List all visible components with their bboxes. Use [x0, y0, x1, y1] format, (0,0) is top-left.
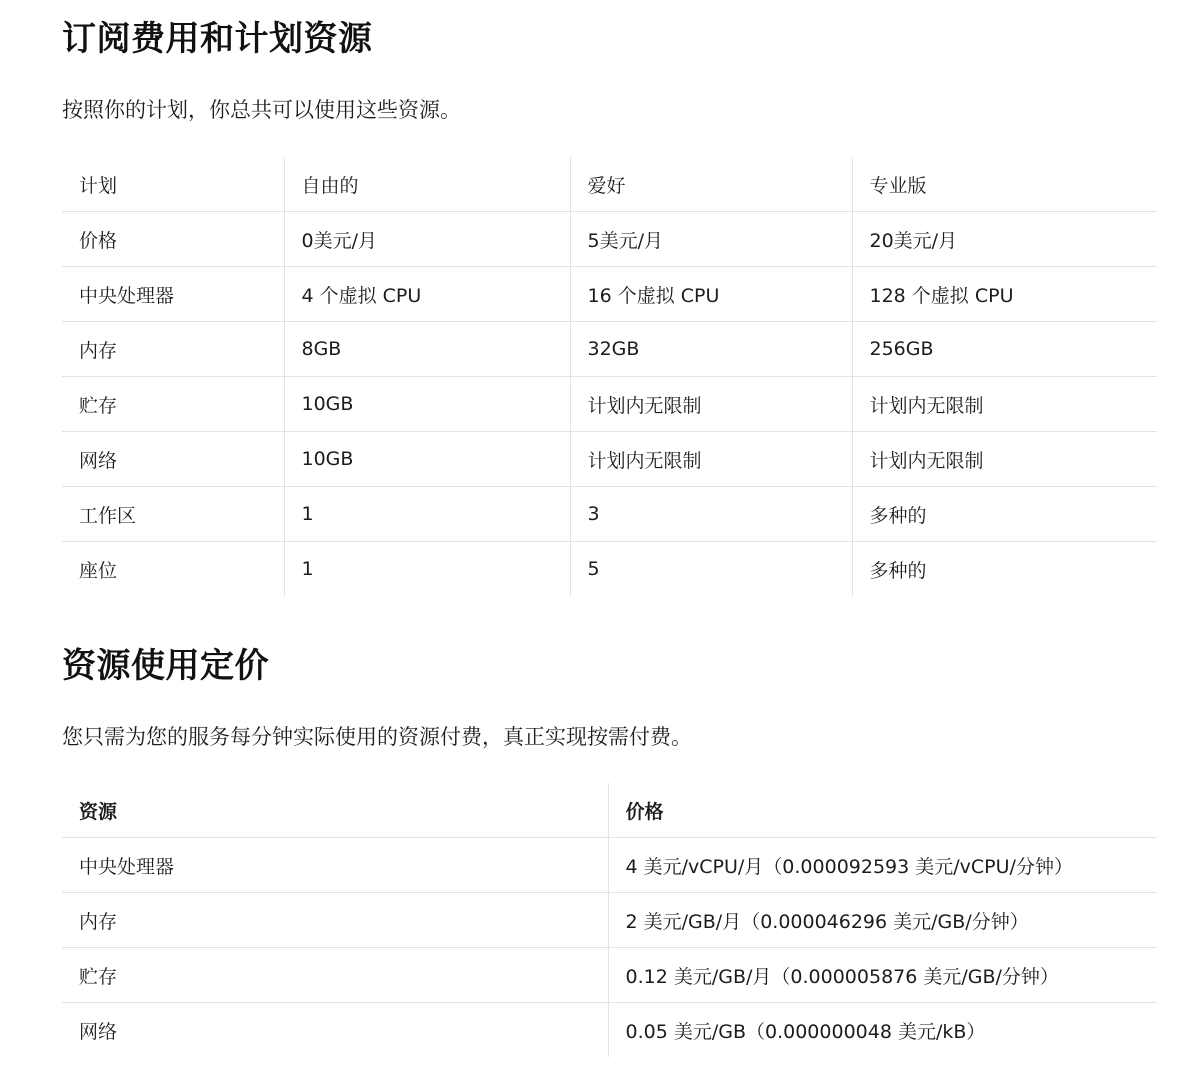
usage-pricing-table	[62, 783, 1157, 1057]
row-label: 网络	[79, 1020, 118, 1043]
table-row	[62, 838, 1157, 893]
row-label: 工作区	[62, 487, 284, 542]
table-cell: 0.12 美元/GB/月（0.000005876 美元/GB/分钟）	[608, 948, 1157, 1003]
table-cell: 5美元/月	[570, 212, 852, 267]
plan-header-cell: 爱好	[570, 157, 852, 212]
plan-header-cell: 计划	[62, 157, 284, 212]
usage-heading: 资源使用定价	[62, 646, 269, 686]
table-cell: 2 美元/GB/月（0.000046296 美元/GB/分钟）	[608, 893, 1157, 948]
table-row	[62, 377, 1157, 432]
table-cell: 多种的	[852, 487, 1157, 542]
table-cell: 0美元/月	[284, 212, 570, 267]
table-cell: 计划内无限制	[852, 432, 1157, 487]
table-cell: 4 美元/vCPU/月（0.000092593 美元/vCPU/分钟）	[608, 838, 1157, 893]
plan-table-header-row	[62, 157, 1157, 212]
table-cell: 4 个虚拟 CPU	[284, 267, 570, 322]
usage-header-cell: 资源	[62, 783, 608, 838]
table-cell: 计划内无限制	[570, 432, 852, 487]
table-cell: 16 个虚拟 CPU	[570, 267, 852, 322]
table-cell: 0.05 美元/GB（0.000000048 美元/kB）	[608, 1003, 1157, 1058]
table-cell: 1	[284, 487, 570, 542]
plan-header-cell: 专业版	[852, 157, 1157, 212]
table-cell: 256GB	[852, 322, 1157, 377]
table-row	[62, 948, 1157, 1003]
table-cell: 5	[570, 542, 852, 597]
row-label: 内存	[62, 893, 608, 948]
table-cell: 10GB	[284, 377, 570, 432]
table-row	[62, 487, 1157, 542]
usage-table-header-row	[62, 783, 1157, 838]
table-cell: 1	[284, 542, 570, 597]
row-label: 价格	[62, 212, 284, 267]
row-label: 贮存	[62, 377, 284, 432]
table-cell: 计划内无限制	[570, 377, 852, 432]
subscription-intro: 按照你的计划，你总共可以使用这些资源。	[62, 98, 461, 122]
table-cell: 32GB	[570, 322, 852, 377]
table-cell: 128 个虚拟 CPU	[852, 267, 1157, 322]
table-cell: 计划内无限制	[852, 377, 1157, 432]
table-row	[62, 212, 1157, 267]
table-row	[62, 1003, 1157, 1058]
table-cell: 8GB	[284, 322, 570, 377]
row-label: 中央处理器	[62, 267, 284, 322]
table-row	[62, 267, 1157, 322]
plan-table	[62, 157, 1157, 596]
row-label: 中央处理器	[62, 838, 608, 893]
table-row	[62, 542, 1157, 597]
table-cell: 多种的	[852, 542, 1157, 597]
usage-header-cell: 价格	[608, 783, 1157, 838]
row-label: 内存	[62, 322, 284, 377]
usage-intro: 您只需为您的服务每分钟实际使用的资源付费，真正实现按需付费。	[62, 725, 692, 749]
table-row	[62, 432, 1157, 487]
row-label: 网络	[62, 432, 284, 487]
row-label: 贮存	[62, 948, 608, 1003]
subscription-heading: 订阅费用和计划资源	[62, 19, 373, 59]
row-label: 座位	[79, 559, 118, 582]
table-cell: 3	[570, 487, 852, 542]
table-cell: 20美元/月	[852, 212, 1157, 267]
plan-header-cell: 自由的	[284, 157, 570, 212]
table-cell: 10GB	[284, 432, 570, 487]
table-row	[62, 893, 1157, 948]
table-row	[62, 322, 1157, 377]
